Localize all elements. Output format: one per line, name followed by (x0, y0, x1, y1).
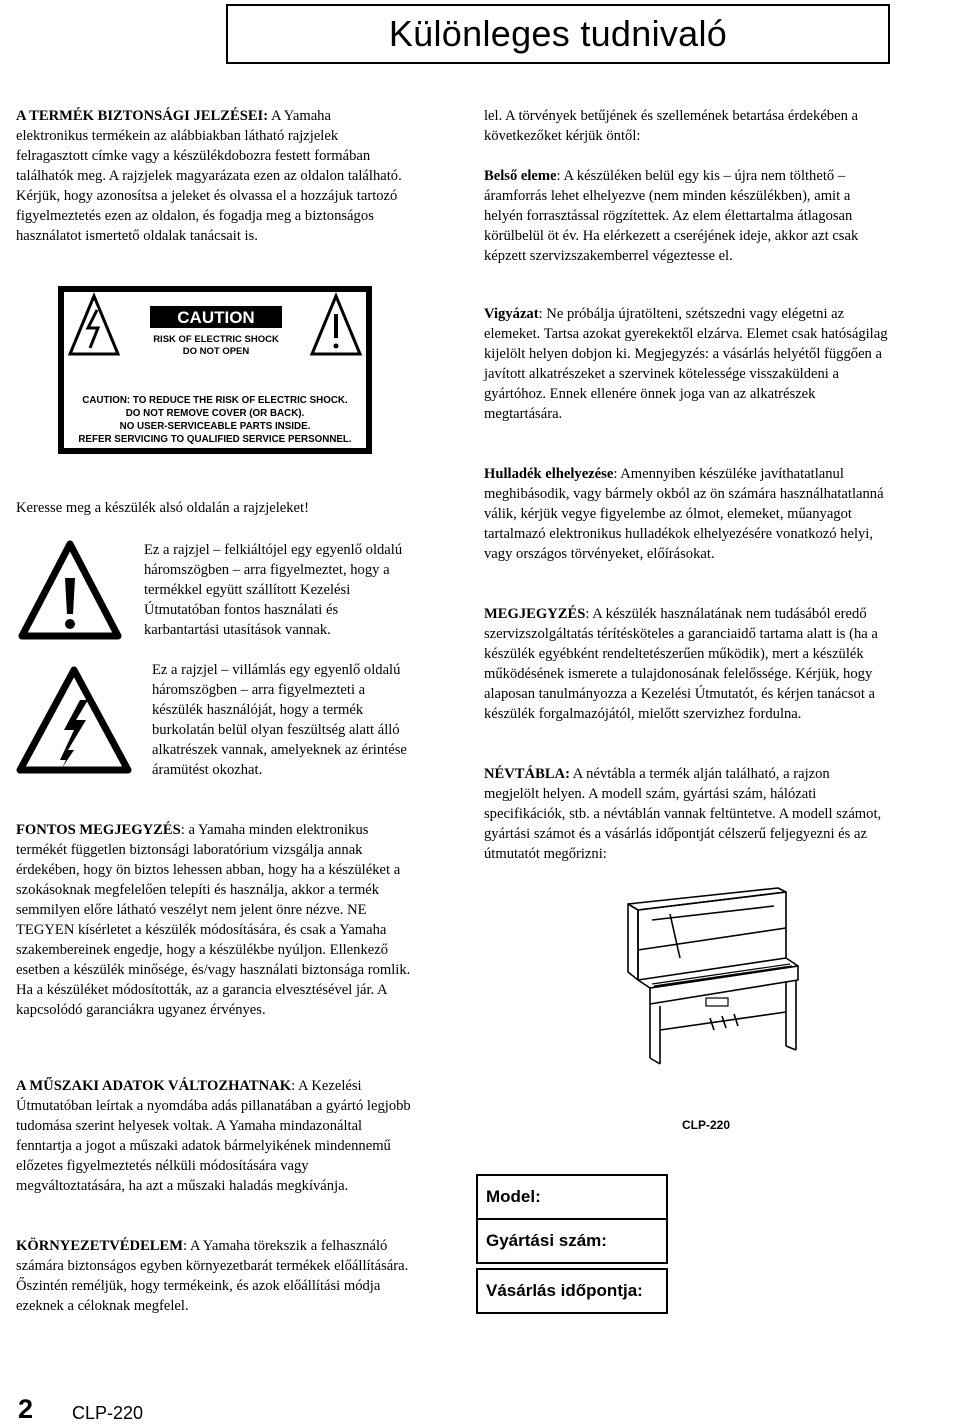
specs-change-body: : A Kezelési Útmutatóban leírtak a nyomdába adás pillanatában a gyártó legjobb tudomása szerint helyesek voltak. A Yamaha mindazonáltal fenntartja a jogot a műszaki adatok bármelyikének mindennemű előzetes figyelmeztetés nélküli módosítására vagy megváltoztatására, ha azt a műszaki haladás megkívánja. (16, 1078, 411, 1194)
warning-paragraph (484, 304, 888, 424)
environment-body: : A Yamaha törekszik a felhasználó számára biztonságos egyben környezetbarát termékek előállítására. Őszintén reméljük, hogy termékeink, és azok előállítási módja ezeknek a céloknak megfelel. (16, 1238, 409, 1314)
specs-change-heading: A MŰSZAKI ADATOK VÁLTOZHATNAK (16, 1078, 292, 1094)
caution-line-1: CAUTION: TO REDUCE THE RISK OF ELECTRIC SHOCK. (82, 395, 348, 406)
nameplate-heading: NÉVTÁBLA: (484, 766, 570, 782)
page-title-text: Különleges tudnivaló (388, 13, 728, 54)
model-field (476, 1174, 668, 1220)
disposal-heading: Hulladék elhelyezése (484, 466, 614, 482)
model-field-label: Model: (486, 1187, 541, 1206)
service-note-heading: MEGJEGYZÉS (484, 606, 586, 622)
environment-paragraph (16, 1236, 416, 1316)
purchase-date-label: Vásárlás időpontja: (486, 1281, 643, 1300)
specs-change-paragraph (16, 1076, 416, 1196)
page-title (226, 4, 890, 64)
caution-bolt-icon (70, 296, 118, 354)
serial-number-label: Gyártási szám: (486, 1231, 607, 1250)
warning-heading: Vigyázat (484, 306, 539, 322)
caution-line-4: REFER SERVICING TO QUALIFIED SERVICE PERSONNEL. (78, 434, 352, 445)
exclamation-description: Ez a rajzjel – felkiáltójel egy egyenlő oldalú háromszögben – arra figyelmeztet, hogy a termékkel együtt szállított Kezelési Útmutatóban fontos használati és karbantartási utasítások vannak. (144, 542, 403, 638)
warning-body: : Ne próbálja újratölteni, szétszedni vagy elégetni az elemeket. Tartsa azokat gyerekektől elzárva. Elemet csak hatóságilag kijelölt helyen dobjon ki. Megjegyzés: a vásárlás helyétől függően a javított alkatrészeket a szervinek kötelessége visszaküldeni a gyártóhoz. Ennek ellenére önnek joga van az alkatrészek megtartására. (484, 306, 888, 422)
safety-symbols-paragraph (16, 106, 402, 246)
service-note-body: : A készülék használatának nem tudásából eredő szervizszolgáltatás térítésköteles a garanciaidő tartama alatt is (ha a készülék egyébként rendeltetészerűen működik), mert a készülék működésének ismerete a tulajdonosának felelőssége. Kérjük, hogy alaposan tanulmányozza a Kezelési Útmutatót, és kérjen tanácsot a készülék forgalmazójától, mielőtt szervizhez fordulna. (484, 606, 878, 722)
lightning-description: Ez a rajzjel – villámlás egy egyenlő oldalú háromszögben – arra figyelmezteti a készülék használóját, hogy a termék burkolatán belül olyan feszültség alatt álló alkatrészek vannak, amelyeknek az érintése áramütést okozhat. (152, 662, 407, 778)
caution-title: CAUTION (177, 308, 255, 327)
internal-battery-body: : A készüléken belül egy kis – újra nem tölthető – áramforrás lehet elhelyezve (nem minden készülékben), amit a helyén forrasztással rögzítettek. Az elem élettartalma átlagosan körülbelül öt év. Ha elérkezett a cseréjének ideje, akkor azt csak képzett szervizszakemberrel végeztesse el. (484, 168, 859, 264)
footer-model: CLP-220 (72, 1403, 144, 1423)
page-number: 2 (18, 1394, 34, 1424)
nameplate-body: A névtábla a termék alján található, a rajzon megjelölt helyen. A modell szám, gyártási szám, hálózati specifikációk, stb. a névtáblán vannak feltüntetve. A modell számot, gyártási számot és a vásárlás időpontját célszerű feljegyezni és az útmutatót megőrizni: (484, 766, 882, 862)
purchase-date-field (476, 1268, 668, 1314)
environment-heading: KÖRNYEZETVÉDELEM (16, 1238, 184, 1254)
safety-symbols-heading: A TERMÉK BIZTONSÁGI JELZÉSEI: (16, 108, 269, 124)
find-symbols-note: Keresse meg a készülék alsó oldalán a rajzjeleket! (16, 500, 309, 516)
caution-line-2: DO NOT REMOVE COVER (OR BACK). (125, 408, 305, 419)
caution-exclamation-dot (334, 344, 339, 349)
service-note-paragraph (484, 604, 888, 724)
internal-battery-paragraph (484, 166, 888, 266)
caution-line-3: NO USER-SERVICEABLE PARTS INSIDE. (119, 421, 311, 432)
important-note-body: : a Yamaha minden elektronikus termékét független biztonsági laboratórium vizsgálja annak érdekében, hogy ön biztos lehessen abban, hogy ha a készüléket a szokásoknak megfelelően telepíti és használja, akkor a termék semmilyen előre látható veszélyt nem jelent önre nézve. NE TEGYEN kísérletet a készülék módosítására, és csak a Yamaha szakembereinek engedje, hogy a készülékbe nyúljon. Ellenkező esetben a készülék minősége, és/vagy használati biztonsága romlik. Ha a készüléket módosították, az a garancia elvesztésével jár. A kapcsolódó garanciákra ugyanez érvényes. (16, 822, 411, 1018)
safety-symbols-body: A Yamaha elektronikus termékein az alábbiakban látható rajzjelek felragasztott címke vagy a készülékdobozra festett formában találhatók meg. A rajzjelek magyarázata ezen az oldalon található. Kérjük, hogy azonosítsa a jeleket és olvassa el a hozzájuk tartozó figyelmeztetés ezen az oldalon, és fogadja meg a biztonságos használatot ismertető oldalak tanácsait is. (16, 108, 402, 244)
nameplate-paragraph (484, 764, 888, 864)
internal-battery-heading: Belső eleme (484, 168, 557, 184)
caution-bolt-mark (88, 310, 98, 348)
caution-graphic (64, 292, 366, 448)
caution-label (58, 286, 372, 454)
important-note-heading: FONTOS MEGJEGYZÉS (16, 822, 181, 838)
important-note-paragraph (16, 820, 416, 1020)
exclamation-triangle-icon (18, 538, 122, 642)
disposal-paragraph (484, 464, 888, 564)
piano-model-caption: CLP-220 (682, 1118, 731, 1132)
right-intro: lel. A törvények betűjének és szellemének betartása érdekében a következőket kérjük öntől: (484, 108, 858, 144)
piano-illustration (610, 880, 820, 1066)
serial-number-field (476, 1218, 668, 1264)
disposal-body: : Amennyiben készüléke javíthatatlanul meghibásodik, vagy bármely okból az ön számára használhatatlanná válik, kérjük vegye figyelembe az ólmot, elemeket, műanyagot tartalmazó elektronikus hulladékok elhelyezésére vonatkozó helyi, vagy országos törvényeket, előírásokat. (484, 466, 884, 562)
caution-sub2: DO NOT OPEN (182, 346, 250, 357)
caution-sub1: RISK OF ELECTRIC SHOCK (153, 334, 279, 345)
lightning-triangle-icon (16, 664, 132, 776)
